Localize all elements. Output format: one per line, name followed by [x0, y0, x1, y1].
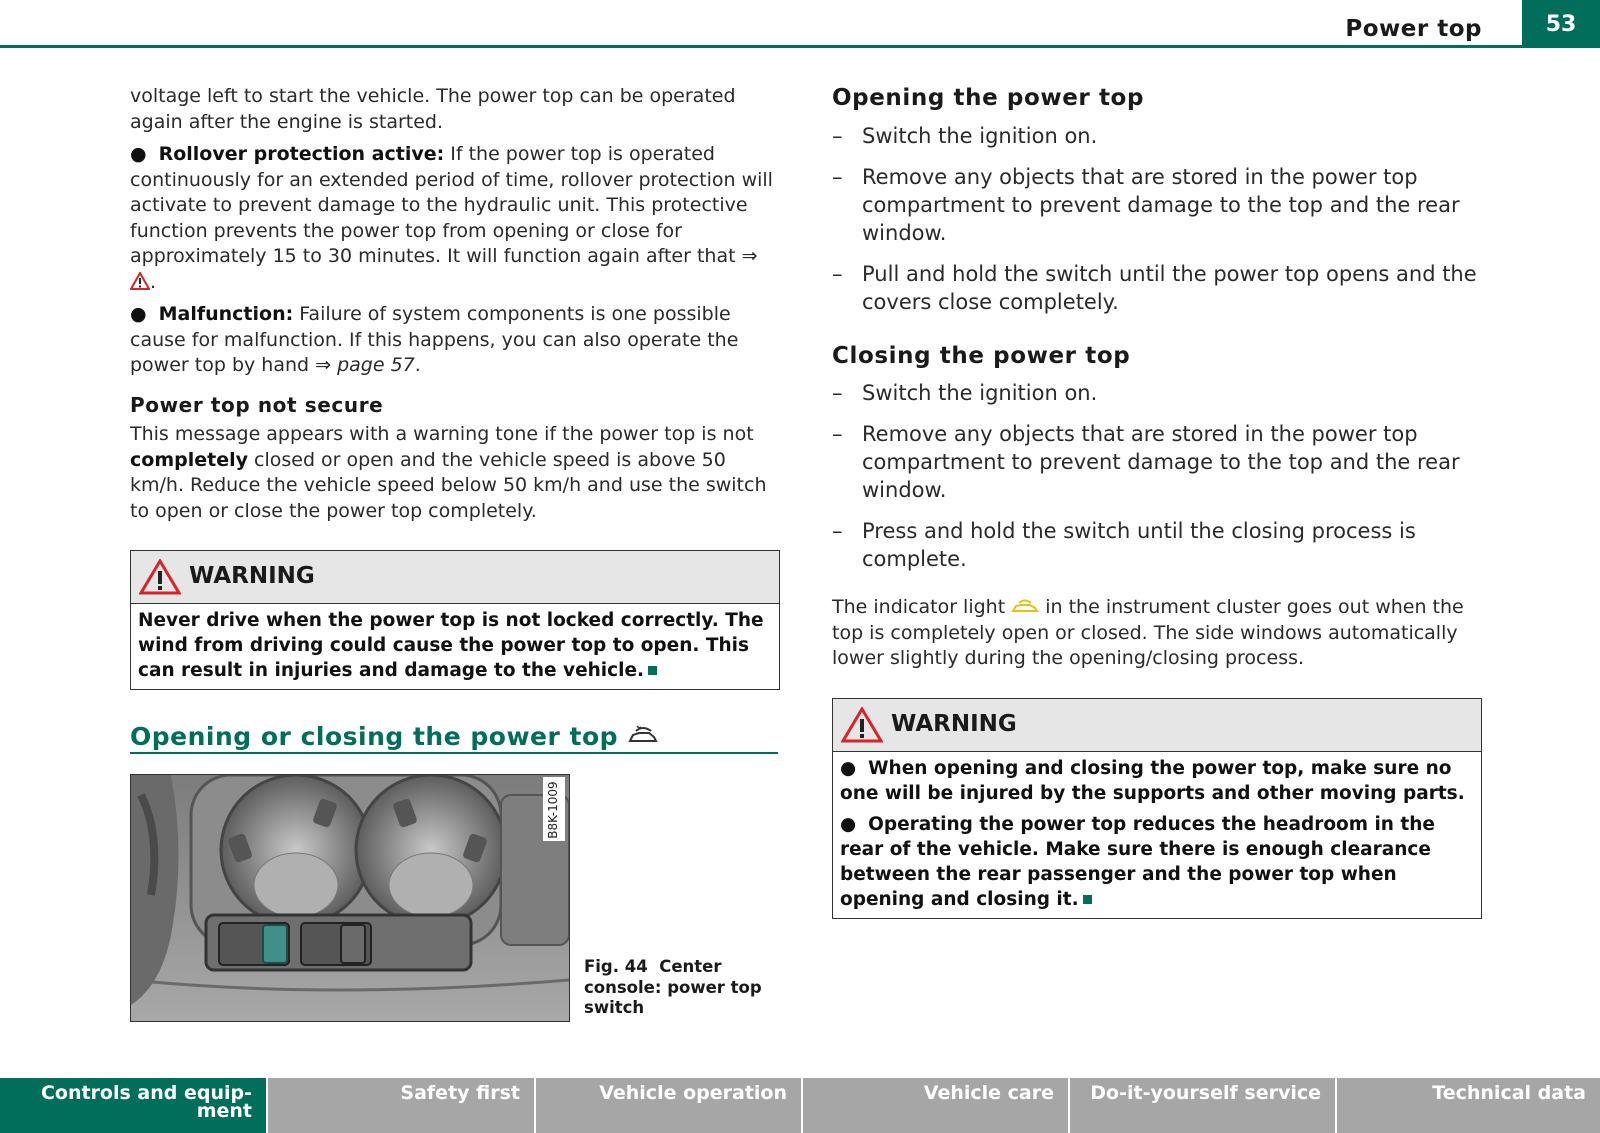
- tab-safety-first[interactable]: Safety first: [268, 1078, 536, 1133]
- opening-heading: Opening the power top: [832, 85, 1145, 111]
- warning-box: [130, 550, 780, 690]
- not-secure-paragraph: [130, 422, 780, 524]
- convertible-top-icon: [627, 725, 659, 747]
- open-step: – Switch the ignition on.: [832, 123, 1098, 148]
- bullet-rollover: ● Rollover protection active: If the power top is operated continuously for an extended period of time, rollover protection will activate to prevent damage to the hydraulic unit. This protective function prevents the power top from opening or close for approximately 15 to 30 minutes. It will function again after that ⇒ .: [130, 143, 773, 293]
- closing-heading: Closing the power top: [832, 342, 1131, 369]
- page-header-title: Power top: [1345, 16, 1482, 42]
- bullet-icon: ●: [130, 303, 147, 325]
- open-step: – Pull and hold the switch until the power top opens and the covers close completely.: [832, 260, 1482, 316]
- bullet-malfunction: ● Malfunction: Failure of system components is one possible cause for malfunction. If this happens, you can also operate the power top by hand ⇒ page 57.: [130, 303, 739, 376]
- figure-label: Fig. 44: [584, 957, 648, 976]
- intro-paragraph: voltage left to start the vehicle. The power top can be operated again after the engine is started.: [130, 85, 736, 133]
- warning-header: [833, 699, 1481, 752]
- warning-text: When opening and closing the power top, make sure no one will be injured by the supports and other moving parts.: [840, 757, 1465, 804]
- warning-body: [833, 752, 1481, 918]
- tab-technical-data[interactable]: Technical data: [1337, 1078, 1600, 1133]
- warning-triangle-icon: [130, 272, 150, 290]
- bullet-icon: ●: [840, 757, 857, 779]
- step-text: Pull and hold the switch until the power top opens and the covers close completely.: [862, 261, 1477, 314]
- warning-bullet: [840, 756, 1474, 806]
- figure-caption-text: Center console: power top switch: [584, 957, 762, 1017]
- bullet-label: Rollover protection active:: [158, 143, 445, 165]
- tab-vehicle-operation[interactable]: Vehicle operation: [536, 1078, 803, 1133]
- bullet-label: Malfunction:: [158, 303, 294, 325]
- bullet-icon: ●: [130, 143, 147, 165]
- warning-text: Never drive when the power top is not locked correctly. The wind from driving could cause the power top to open. This can result in injuries and damage to the vehicle.: [138, 610, 764, 681]
- step-text: Remove any objects that are stored in the power top compartment to prevent damage to the top and the rear window.: [862, 164, 1460, 245]
- warning-box: [832, 698, 1482, 919]
- text: The indicator light: [832, 596, 1012, 618]
- section-title-text: Opening or closing the power top: [130, 722, 619, 751]
- end-square-icon: [648, 666, 657, 675]
- tab-do-it-yourself-service[interactable]: Do-it-yourself service: [1070, 1078, 1337, 1133]
- end-square-icon: [1083, 895, 1092, 904]
- subheading-not-secure: Power top not secure: [130, 392, 384, 417]
- tab-controls-and-equipment[interactable]: Controls and equip- ment: [0, 1078, 268, 1133]
- bullet-text: Failure of system components is one possible cause for malfunction. If this happens, you can also operate the power top by hand ⇒: [130, 303, 739, 376]
- warning-body: [131, 604, 779, 689]
- bullet-icon: ●: [840, 813, 857, 835]
- right-column: [832, 84, 1482, 919]
- bullet-text: If the power top is operated continuously for an extended period of time, rollover protection will activate to prevent damage to the hydraulic unit. This protective function prevents the power top from opening or close for approximately 15 to 30 minutes. It will function again after that ⇒: [130, 143, 773, 267]
- warning-header: [131, 551, 779, 604]
- indicator-light-icon: [1011, 599, 1039, 615]
- center-console-illustration: [131, 775, 569, 1021]
- step-text: Switch the ignition on.: [862, 123, 1098, 148]
- close-step: – Press and hold the switch until the closing process is complete.: [832, 517, 1482, 573]
- figure-center-console: [130, 774, 570, 1022]
- indicator-note: [832, 595, 1482, 672]
- figure-caption: [584, 957, 764, 1019]
- footer-nav: [0, 1078, 1600, 1133]
- section-title: [130, 724, 778, 754]
- open-step: – Remove any objects that are stored in the power top compartment to prevent damage to the top and the rear window.: [832, 163, 1482, 247]
- warning-title: WARNING: [891, 710, 1017, 737]
- left-column: [130, 84, 780, 754]
- text: This message appears with a warning tone if the power top is not: [130, 423, 754, 445]
- figure-code: B8K-1009: [546, 781, 560, 839]
- header-rule: [0, 45, 1600, 48]
- close-step: – Switch the ignition on.: [832, 381, 1098, 405]
- warning-triangle-icon: [139, 559, 181, 595]
- page-reference-link[interactable]: page 57: [337, 354, 415, 376]
- page-number: 53: [1522, 0, 1600, 48]
- text: closed or open and the vehicle speed is above 50 km/h. Reduce the vehicle speed below 50 km/h and use the switch to open or close the power top completely.: [130, 448, 767, 522]
- text: in the instrument cluster goes out when the top is completely open or closed. The side windows automatically lower slightly during the opening/closing process.: [832, 596, 1464, 669]
- step-text: Switch the ignition on.: [862, 381, 1098, 405]
- close-step: – Remove any objects that are stored in the power top compartment to prevent damage to the top and the rear window.: [832, 420, 1482, 504]
- step-text: Remove any objects that are stored in the power top compartment to prevent damage to the top and the rear window.: [862, 422, 1460, 502]
- warning-bullet: [840, 812, 1474, 912]
- warning-text: Operating the power top reduces the headroom in the rear of the vehicle. Make sure there is enough clearance between the rear passenger and the power top when opening and closing it.: [840, 813, 1435, 910]
- tab-vehicle-care[interactable]: Vehicle care: [803, 1078, 1070, 1133]
- warning-title: WARNING: [189, 563, 315, 590]
- step-text: Press and hold the switch until the closing process is complete.: [862, 519, 1416, 571]
- bold-text: completely: [130, 448, 248, 471]
- warning-triangle-icon: [841, 707, 883, 743]
